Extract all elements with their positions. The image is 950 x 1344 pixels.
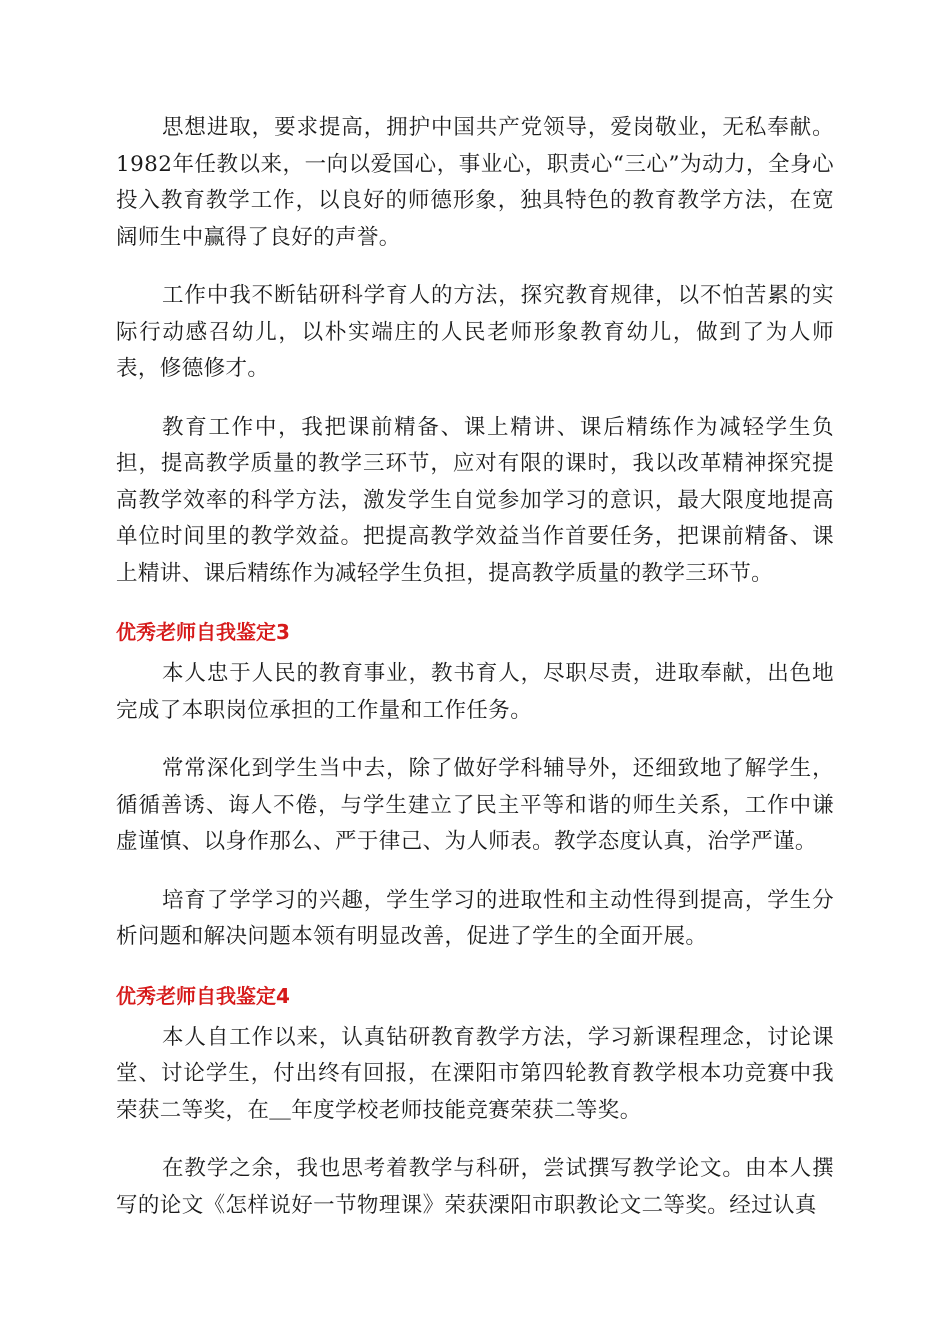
paragraph: 常常深化到学生当中去，除了做好学科辅导外，还细致地了解学生，循循善诱、诲人不倦，与学生建立了民主平等和谐的师生关系，工作中谦虚谨慎、以身作那么、严于律己、为人师表。教学态度认真，治学严谨。 [116, 756, 834, 854]
paragraph: 工作中我不断钻研科学育人的方法，探究教育规律，以不怕苦累的实际行动感召幼儿，以朴实端庄的人民老师形象教育幼儿，做到了为人师表，修德修才。 [116, 283, 834, 381]
paragraph: 培育了学学习的兴趣，学生学习的进取性和主动性得到提高，学生分析问题和解决问题本领有明显改善，促进了学生的全面开展。 [116, 887, 834, 949]
section-heading: 优秀老师自我鉴定3 [116, 620, 290, 644]
paragraph: 本人自工作以来，认真钻研教育教学方法，学习新课程理念，讨论课堂、讨论学生，付出终有回报，在溧阳市第四轮教育教学根本功竞赛中我荣获二等奖，在＿年度学校老师技能竞赛荣获二等奖。 [116, 1024, 834, 1123]
paragraph: 本人忠于人民的教育事业，教书育人，尽职尽责，进取奉献，出色地完成了本职岗位承担的工作量和工作任务。 [116, 661, 834, 723]
paragraph: 在教学之余，我也思考着教学与科研，尝试撰写教学论文。由本人撰写的论文《怎样说好一节物理课》荣获溧阳市职教论文二等奖。经过认真 [116, 1156, 834, 1218]
document-page [116, 110, 834, 1246]
section-heading: 优秀老师自我鉴定4 [116, 983, 290, 1008]
paragraph: 思想进取，要求提高，拥护中国共产党领导，爱岗敬业，无私奉献。1982年任教以来，一向以爱国心，事业心，职责心“三心”为动力，全身心投入教育教学工作，以良好的师德形象，独具特色的教育教学方法，在宽阔师生中赢得了良好的声誉。 [116, 115, 834, 250]
paragraph: 教育工作中，我把课前精备、课上精讲、课后精练作为减轻学生负担，提高教学质量的教学三环节，应对有限的课时，我以改革精神探究提高教学效率的科学方法，激发学生自觉参加学习的意识，最大限度地提高单位时间里的教学效益。把提高教学效益当作首要任务，把课前精备、课上精讲、课后精练作为减轻学生负担，提高教学质量的教学三环节。 [116, 414, 834, 586]
